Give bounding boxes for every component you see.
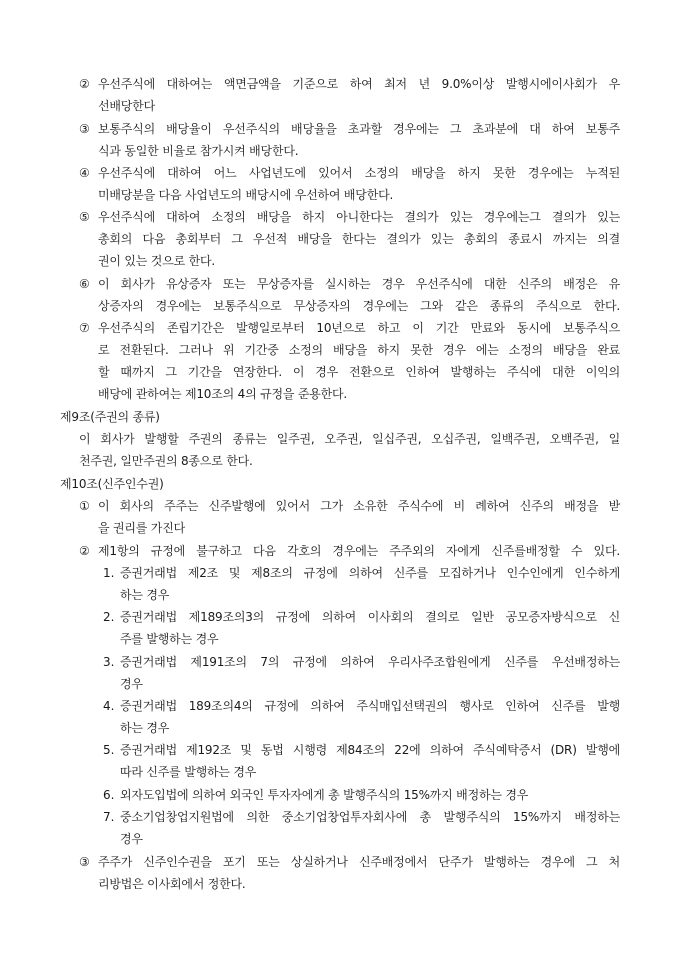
article-heading: 제9조(주권의 종류) [60,410,160,424]
item-marker: ② [79,544,90,558]
item-marker: ⑦ [79,321,90,335]
item-marker: ③ [79,122,90,136]
subitem-text: 중소기업창업지원법에 의한 중소기업창업투자회사에 총 발행주식의 15%까지 배정하는 [120,810,620,824]
subitem-text: 증권거래법 제191조의 7의 규정에 의하여 우리사주조합원에게 신주를 우선배정하는 [120,655,620,669]
subitem-text: 증권거래법 제2조 및 제8조의 규정에 의하여 신주를 모집하거나 인수인에게 인수하게 [120,566,620,580]
subitem-text: 증권거래법 189조의4의 규정에 의하여 주식매입선택권의 행사로 인하여 신주를 발행 [120,699,620,713]
item-text: 우선주식에 대하여는 액면금액을 기준으로 하여 최저 년 9.0%이상 발행시에이사회가 우 [98,77,620,91]
item-text: 총회의 다음 총회부터 그 우선적 배당을 한다는 결의가 있는 총회의 종료시 까지는 의결 [98,232,620,246]
item-marker: ② [79,77,90,91]
item-text: 상증자의 경우에는 보통주식으로 무상증자의 경우에는 그와 같은 종류의 주식으로 한다. [98,299,620,313]
item-text: 이 회사의 주주는 신주발행에 있어서 그가 소유한 주식수에 비 례하여 신주의 배정을 받 [98,499,620,513]
item-text: 리방법은 이사회에서 정한다. [98,877,246,891]
item-marker: ⑥ [79,277,90,291]
item-text: 이 회사가 유상증자 또는 무상증자를 실시하는 경우 우선주식에 대한 신주의 배정은 유 [98,277,620,291]
article-heading: 제10조(신주인수권) [60,477,164,491]
subitem-text: 경우 [120,677,143,691]
subitem-marker: 1. [103,566,115,580]
item-text: 배당에 관하여는 제10조의 4의 규정을 준용한다. [98,387,348,401]
subitem-marker: 3. [103,655,115,669]
subitem-text: 경우 [120,832,143,846]
subitem-text: 주를 발행하는 경우 [120,632,219,646]
item-text: 미배당분을 다음 사업년도의 배당시에 우선하여 배당한다. [98,188,394,202]
item-text: 을 권리를 가진다 [98,521,185,535]
subitem-text: 하는 경우 [120,721,170,735]
item-text: 할 때까지 그 기간을 연장한다. 이 경우 전환으로 인하여 발행하는 주식에 대한 이익의 [98,365,620,379]
item-marker: ① [79,499,90,513]
item-marker: ④ [79,166,90,180]
item-text: 우선주식에 대하여 어느 사업년도에 있어서 소정의 배당을 하지 못한 경우에는 누적된 [98,166,620,180]
article-text: 이 회사가 발행할 주권의 종류는 일주권, 오주권, 일십주권, 오십주권, 일백주권, 오백주권, 일 [79,432,620,446]
subitem-marker: 2. [103,610,115,624]
item-text: 보통주식의 배당율이 우선주식의 배당율을 초과할 경우에는 그 초과분에 대 하여 보통주 [98,122,620,136]
item-text: 제1항의 규정에 불구하고 다음 각호의 경우에는 주주외의 자에게 신주를배정할 수 있다. [98,544,620,558]
article-text: 천주권, 일만주권의 8종으로 한다. [79,454,253,468]
subitem-text: 증권거래법 제189조의3의 규정에 의하여 이사회의 결의로 일반 공모증자방식으로 신 [120,610,620,624]
item-marker: ③ [79,855,90,869]
item-text: 권이 있는 것으로 한다. [98,254,215,268]
item-text: 식과 동일한 비율로 참가시켜 배당한다. [98,144,299,158]
subitem-marker: 7. [103,810,115,824]
subitem-text: 하는 경우 [120,588,170,602]
item-text: 로 전환된다. 그러나 위 기간중 소정의 배당을 하지 못한 경우 에는 소정의 배당을 완료 [98,343,620,357]
item-text: 선배당한다 [98,99,155,113]
subitem-text: 따라 신주를 발행하는 경우 [120,765,257,779]
item-text: 주주가 신주인수권을 포기 또는 상실하거나 신주배정에서 단주가 발행하는 경우에 그 처 [98,855,620,869]
subitem-text: 증권거래법 제192조 및 동법 시행령 제84조의 22에 의하여 주식예탁증서 (DR) 발행에 [120,743,620,757]
subitem-marker: 5. [103,743,115,757]
item-text: 우선주식의 존립기간은 발행일로부터 10년으로 하고 이 기간 만료와 동시에 보통주식으 [98,321,620,335]
subitem-text: 외자도입법에 의하여 외국인 투자자에게 총 발행주식의 15%까지 배정하는 경우 [120,788,529,802]
item-marker: ⑤ [79,210,90,224]
subitem-marker: 4. [103,699,115,713]
subitem-marker: 6. [103,788,115,802]
item-text: 우선주식에 대하여 소정의 배당을 하지 아니한다는 결의가 있는 경우에는그 결의가 있는 [98,210,620,224]
